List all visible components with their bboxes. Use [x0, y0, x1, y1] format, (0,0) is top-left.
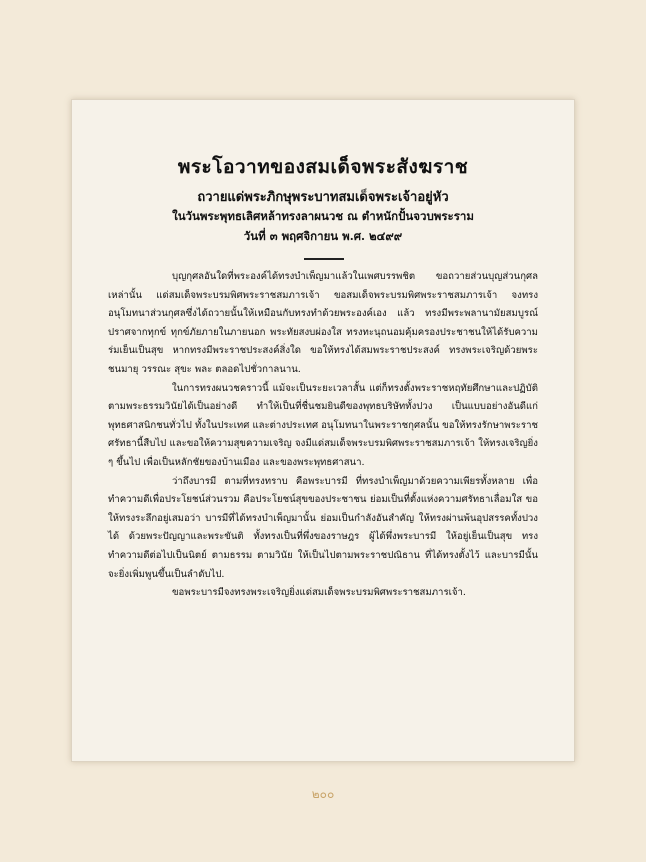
document-subtitle: ถวายแด่พระภิกษุพระบาทสมเด็จพระเจ้าอยู่หัว: [197, 190, 449, 205]
document-occasion: ในวันพระพุทธเลิศหล้าทรงลาผนวช ณ ตำหนักปั้นจวบพระราม: [172, 209, 474, 223]
page-number: ๒๐๐: [311, 787, 335, 801]
title-divider: [304, 258, 344, 260]
document-body: [108, 268, 538, 603]
paragraph: ว่าถึงบารมี ตามที่ทรงทราบ คือพระบารมี ที่ทรงบำเพ็ญมาด้วยความเพียรทั้งหลาย เพื่อทำความดีเพื่อประโยชน์ส่วนรวม คือประโยชน์สุขของประชาชน ย่อมเป็นที่ตั้งแห่งความศรัทธาเลื่อมใส ขอให้ทรงระลึกอยู่เสมอว่า บารมีที่ได้ทรงบำเพ็ญมานั้น ย่อมเป็นกำลังอันสำคัญ ให้ทรงผ่านพ้นอุปสรรคทั้งปวงได้ ด้วยพระปัญญาและพระขันติ ทั้งทรงเป็นที่พึ่งของราษฎร ผู้ได้พึ่งพระบารมี ให้อยู่เย็นเป็นสุข ทรงทำความดีต่อไปเป็นนิตย์ ตามธรรม ตามวินัย ให้เป็นไปตามพระราชปณิธาน ที่ได้ทรงตั้งไว้ และบารมีนั้นจะยิ่งเพิ่มพูนขึ้นเป็นลำดับไป.: [108, 475, 538, 580]
document-title: พระโอวาทของสมเด็จพระสังฆราช: [177, 156, 469, 178]
paragraph: ขอพระบารมีจงทรงพระเจริญยิ่งแด่สมเด็จพระบรมพิศพระราชสมภารเจ้า.: [172, 587, 466, 599]
document-date: วันที่ ๓ พฤศจิกายน พ.ศ. ๒๔๙๙: [243, 229, 403, 243]
document-page: [71, 99, 575, 762]
paragraph: ในการทรงผนวชคราวนี้ แม้จะเป็นระยะเวลาสั้น แต่ก็ทรงตั้งพระราชหฤทัยศึกษาและปฏิบัติตามพระธรรมวินัยได้เป็นอย่างดี ทำให้เป็นที่ชื่นชมยินดีของพุทธบริษัททั้งปวง เป็นแบบอย่างอันดีแก่พุทธศาสนิกชนทั่วไป ทั้งในประเทศ และต่างประเทศ อนุโมทนาในพระราชกุศลนั้น ขอให้ทรงรักษาพระราชศรัทธานี้สืบไป และขอให้ความสุขความเจริญ จงมีแด่สมเด็จพระบรมพิศพระราชสมภารเจ้า ให้ทรงเจริญยิ่ง ๆ ขึ้นไป เพื่อเป็นหลักชัยของบ้านเมือง และของพระพุทธศาสนา.: [108, 382, 538, 468]
paragraph: บุญกุศลอันใดที่พระองค์ได้ทรงบำเพ็ญมาแล้วในเพศบรรพชิต ขอถวายส่วนบุญส่วนกุศลเหล่านั้น แด่สมเด็จพระบรมพิศพระราชสมภารเจ้า ขอสมเด็จพระบรมพิศพระราชสมภารเจ้า จงทรงอนุโมทนาส่วนกุศลซึ่งได้ถวายนั้นให้เหมือนกับทรงทำด้วยพระองค์เอง แล้ว ทรงมีพระพลานามัยสมบูรณ์ ปราศจากทุกข์ ทุกข์ภัยภายในภายนอก พระทัยสงบผ่องใส ทรงทะนุถนอมคุ้มครองประชาชนให้ได้รับความร่มเย็นเป็นสุข หากทรงมีพระราชประสงค์สิ่งใด ขอให้ทรงได้สมพระราชประสงค์ ทรงพระเจริญด้วยพระชนมายุ วรรณะ สุขะ พละ ตลอดไปชั่วกาลนาน.: [108, 271, 538, 375]
